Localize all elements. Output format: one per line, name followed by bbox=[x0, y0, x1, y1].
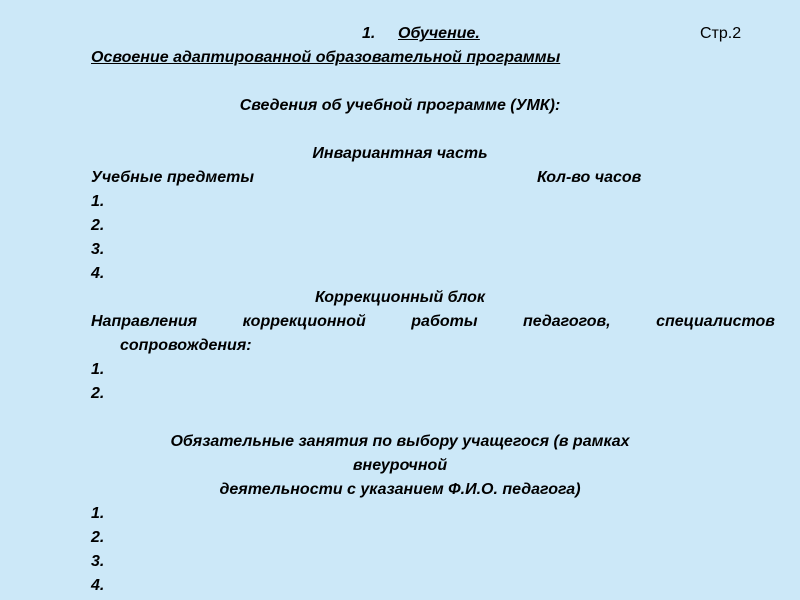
correction-directions-line bbox=[91, 313, 775, 331]
electives-heading-line3: деятельности с указанием Ф.И.О. педагога) bbox=[219, 481, 581, 498]
umk-heading: Сведения об учебной программе (УМК): bbox=[239, 97, 561, 114]
word: специалистов bbox=[656, 313, 775, 330]
list-item: 4. bbox=[91, 577, 105, 594]
page-number: Стр.2 bbox=[700, 25, 742, 42]
list-item: 3. bbox=[91, 241, 105, 258]
correction-directions-continuation: сопровождения: bbox=[120, 337, 252, 354]
list-item: 2. bbox=[91, 529, 105, 546]
list-item: 1. bbox=[91, 193, 105, 210]
subjects-column-label: Учебные предметы bbox=[91, 169, 254, 186]
program-subtitle: Освоение адаптированной образовательной программы bbox=[91, 49, 561, 66]
section-heading bbox=[362, 25, 480, 43]
list-item: 3. bbox=[91, 553, 105, 570]
word: Направления bbox=[91, 313, 198, 330]
list-item: 2. bbox=[91, 385, 105, 402]
word: работы bbox=[411, 313, 478, 330]
list-item: 2. bbox=[91, 217, 105, 234]
section-number: 1. bbox=[362, 25, 376, 42]
list-item: 1. bbox=[91, 505, 105, 522]
electives-heading-line1: Обязательные занятия по выбору учащегося (в рамках bbox=[170, 433, 630, 450]
list-item: 1. bbox=[91, 361, 105, 378]
word: коррекционной bbox=[242, 313, 366, 330]
list-item: 4. bbox=[91, 265, 105, 282]
section-title: Обучение. bbox=[398, 25, 480, 42]
correction-heading: Коррекционный блок bbox=[315, 289, 485, 306]
invariant-heading: Инвариантная часть bbox=[312, 145, 488, 162]
word: педагогов, bbox=[523, 313, 611, 330]
electives-heading-line2: внеурочной bbox=[352, 457, 448, 474]
hours-column-label: Кол-во часов bbox=[537, 169, 642, 186]
